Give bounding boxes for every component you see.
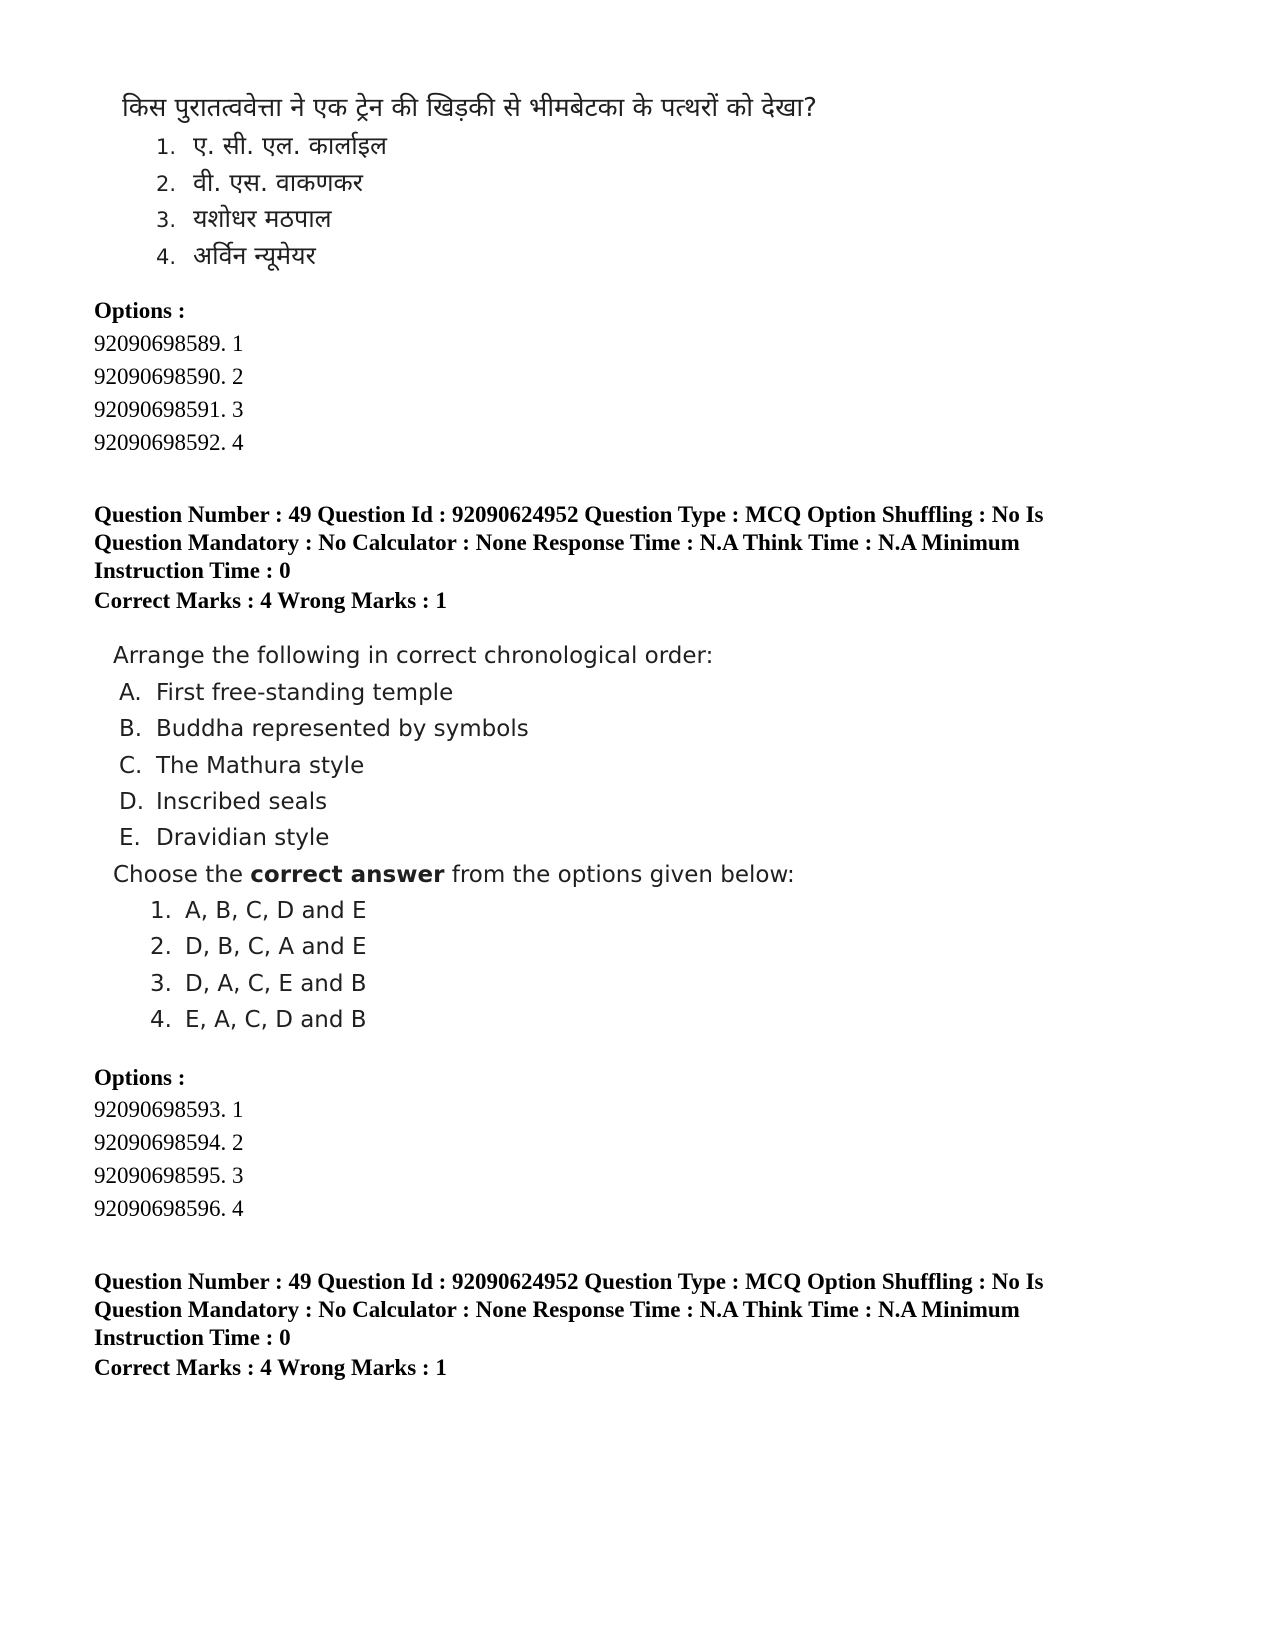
- item-text: Buddha represented by symbols: [156, 716, 529, 742]
- q48-choice-2: [156, 165, 363, 199]
- option-row: 92090698594. 2: [94, 1130, 244, 1155]
- choice-number: 1.: [150, 898, 172, 924]
- q49b-meta: [94, 1268, 1194, 1352]
- choice-text: यशोधर मठपाल: [193, 204, 332, 233]
- choice-number: 3.: [150, 971, 172, 997]
- choose-pre: Choose the: [113, 862, 251, 888]
- q49-question-text: Arrange the following in correct chronological order:: [113, 643, 714, 669]
- choice-text: वी. एस. वाकणकर: [193, 168, 363, 197]
- meta-line: Question Number : 49 Question Id : 92090624952 Question Type : MCQ Option Shuffling : No Is: [94, 502, 1044, 527]
- item-text: The Mathura style: [156, 753, 365, 779]
- item-text: Dravidian style: [156, 825, 330, 851]
- item-label: C.: [119, 753, 143, 779]
- item-text: First free-standing temple: [156, 680, 454, 706]
- option-row: 92090698593. 1: [94, 1097, 244, 1122]
- choice-text: ए. सी. एल. कार्लाइल: [193, 131, 387, 160]
- choose-post: from the options given below:: [444, 862, 795, 888]
- meta-line: Instruction Time : 0: [94, 558, 291, 583]
- q48-options-heading: Options :: [94, 298, 186, 323]
- q49-options-heading: Options :: [94, 1065, 186, 1090]
- q49-item-c: [119, 753, 364, 779]
- q48-question-text: किस पुरातत्ववेत्ता ने एक ट्रेन की खिड़की से भीमबेटका के पत्थरों को देखा?: [122, 93, 817, 123]
- item-label: B.: [119, 716, 143, 742]
- option-row: 92090698589. 1: [94, 331, 244, 356]
- item-text: Inscribed seals: [156, 789, 328, 815]
- q49-choice-4: [150, 1007, 367, 1033]
- item-label: E.: [119, 825, 141, 851]
- choice-number: 3.: [156, 208, 177, 232]
- option-row: 92090698590. 2: [94, 364, 244, 389]
- q49b-marks: Correct Marks : 4 Wrong Marks : 1: [94, 1355, 447, 1380]
- choice-text: E, A, C, D and B: [185, 1007, 367, 1033]
- q48-options-list: [94, 327, 244, 459]
- meta-line: Question Mandatory : No Calculator : None Response Time : N.A Think Time : N.A Minimum: [94, 1297, 1020, 1322]
- choice-number: 2.: [156, 172, 177, 196]
- choice-number: 2.: [150, 934, 172, 960]
- q48-choice-1: [156, 128, 387, 162]
- q49-item-a: [119, 680, 453, 706]
- item-label: A.: [119, 680, 142, 706]
- choice-text: D, B, C, A and E: [185, 934, 367, 960]
- q49-choice-3: [150, 971, 367, 997]
- meta-line: Question Mandatory : No Calculator : None Response Time : N.A Think Time : N.A Minimum: [94, 530, 1020, 555]
- option-row: 92090698592. 4: [94, 430, 244, 455]
- choose-bold: correct answer: [250, 862, 445, 888]
- q49-item-e: [119, 825, 329, 851]
- option-row: 92090698596. 4: [94, 1196, 244, 1221]
- choice-text: A, B, C, D and E: [185, 898, 367, 924]
- q49-options-list: [94, 1093, 244, 1225]
- option-row: 92090698595. 3: [94, 1163, 244, 1188]
- choice-text: अर्विन न्यूमेयर: [193, 241, 316, 270]
- q49-marks: Correct Marks : 4 Wrong Marks : 1: [94, 588, 447, 613]
- q49-choice-1: [150, 898, 367, 924]
- meta-line: Question Number : 49 Question Id : 92090624952 Question Type : MCQ Option Shuffling : No Is: [94, 1269, 1044, 1294]
- q48-choice-4: [156, 238, 316, 272]
- q49-choice-2: [150, 934, 367, 960]
- choice-number: 4.: [150, 1007, 172, 1033]
- meta-line: Instruction Time : 0: [94, 1325, 291, 1350]
- q49-choose-instruction: [113, 862, 795, 888]
- choice-number: 4.: [156, 245, 177, 269]
- item-label: D.: [119, 789, 145, 815]
- q49-item-b: [119, 716, 529, 742]
- choice-number: 1.: [156, 135, 177, 159]
- q49-item-d: [119, 789, 327, 815]
- option-row: 92090698591. 3: [94, 397, 244, 422]
- q48-choice-3: [156, 201, 332, 235]
- choice-text: D, A, C, E and B: [185, 971, 367, 997]
- q49-meta: [94, 501, 1194, 585]
